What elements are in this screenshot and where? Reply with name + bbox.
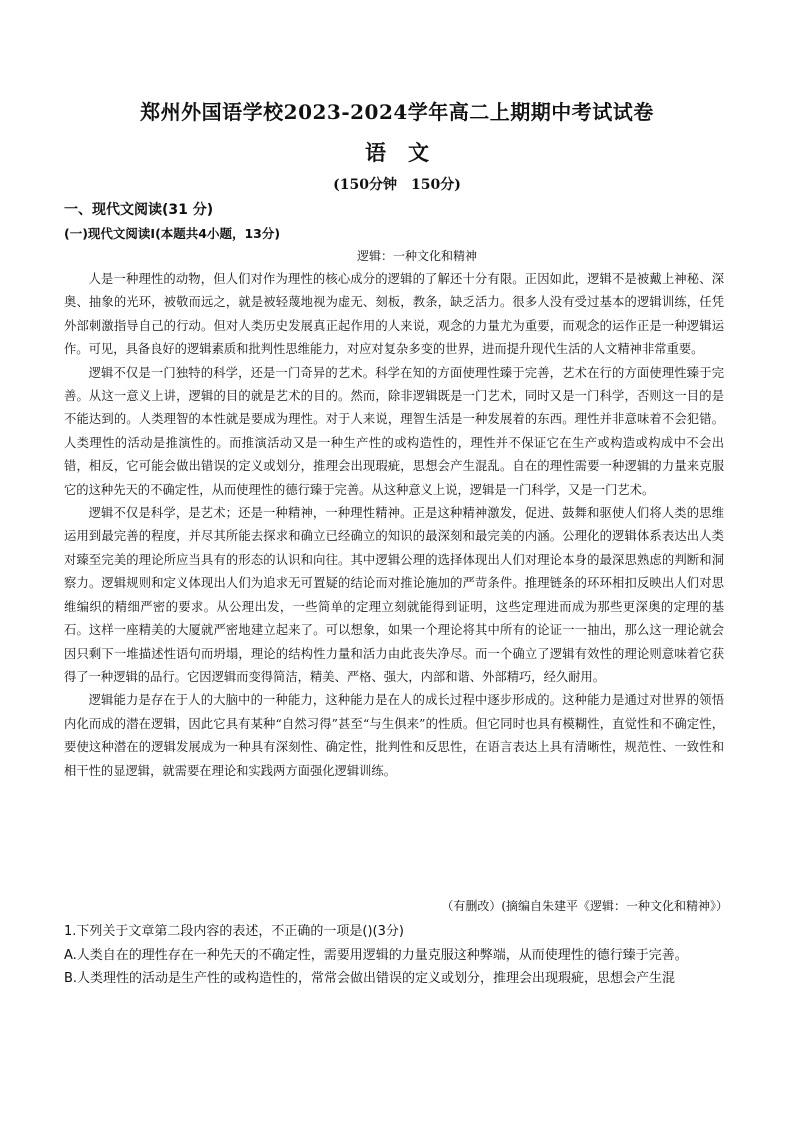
article-title: 逻辑：一种文化和精神 (356, 249, 477, 263)
exam-title: 郑州外国语学校2023-2024学年高二上期期中考试试卷 (140, 100, 654, 124)
article-source: （有删改）(摘编自朱建平《逻辑：一种文化和精神》） (441, 899, 728, 913)
question-1-option-a: A.人类自在的理性存在一种先天的不确定性，需要用逻辑的力量克服这种弊端，从而使理性的德行臻于完善。 (64, 947, 688, 963)
question-1-stem: 1.下列关于文章第二段内容的表述，不正确的一项是()(3分) (64, 924, 404, 939)
section-heading: 一、现代文阅读(31 分) (64, 202, 214, 218)
article-body (64, 268, 724, 783)
question-1 (64, 920, 726, 991)
article-paragraph-3: 逻辑不仅是科学，是艺术；还是一种精神，一种理性精神。正是这种精神激发，促进、鼓舞和驱使人们将人类的思维运用到最完善的程度，并尽其所能去探求和确立已经确立的知识的最深刻和最完美的内涵。公理化的逻辑体系表达出人类对臻至完美的理论所应当具有的形态的认识和向往。其中逻辑公理的选择体现出人们对理论本身的最深思熟虑的判断和洞察力。逻辑规则和定义体现出人们为追求无可置疑的结论而对推论施加的严苛条件。推理链条的环环相扣反映出人们对思维编织的精细严密的要求。从公理出发，一些简单的定理立刻就能得到证明，这些定理进而成为那些更深奥的定理的基石。这样一座精美的大厦就严密地建立起来了。可以想象，如果一个理论将其中所有的论证一一抽出，那么这一理论就会因只剩下一堆描述性语句而坍塌，理论的结构性力量和活力由此丧失净尽。而一个确立了逻辑有效性的理论则意味着它获得了一种逻辑的品行。它因逻辑而变得简洁，精美、严格、强大，内部和谐、外部精巧，经久耐用。 (64, 506, 724, 684)
article-paragraph-2: 逻辑不仅是一门独特的科学，还是一门奇异的艺术。科学在知的方面使理性臻于完善，艺术在行的方面使理性臻于完善。从这一意义上讲，逻辑的目的就是艺术的目的。然而，除非逻辑既是一门艺术，同时又是一门科学，否则这一目的是不能达到的。人类理智的本性就是要成为理性。对于人来说，理智生活是一种发展着的东西。理性并非意味着不会犯错。人类理性的活动是推演性的。而推演活动又是一种生产性的或构造性的，理性并不保证它在生产或构造或构成中不会出错，相反，它可能会做出错误的定义或划分，推理会出现瑕疵，思想会产生混乱。自在的理性需要一种逻辑的力量来克服它的这种先天的不确定性，从而使理性的德行臻于完善。从这种意义上说，逻辑是一门科学，又是一门艺术。 (64, 365, 724, 497)
subject-title: 语文 (365, 140, 451, 165)
time-info: (150分钟 150分) (333, 177, 461, 193)
article-paragraph-4: 逻辑能力是存在于人的大脑中的一种能力，这种能力是在人的成长过程中逐步形成的。这种能力是通过对世界的领悟内化而成的潜在逻辑，因此它具有某种“自然习得”甚至“与生俱来”的性质。但它同时也具有模糊性，直觉性和不确定性，要使这种潜在的逻辑发展成为一种具有深刻性、确定性，批判性和反思性，在语言表达上具有清晰性，规范性、一致性和相干性的显逻辑，就需要在理论和实践两方面强化逻辑训练。 (64, 693, 724, 778)
subsection-heading: (一)现代文阅读Ⅰ(本题共4小题，13分) (64, 226, 281, 241)
article-paragraph-1: 人是一种理性的动物，但人们对作为理性的核心成分的逻辑的了解还十分有限。正因如此，逻辑不是被戴上神秘、深奥、抽象的光环，被敬而远之，就是被轻蔑地视为虚无、刻板，教条，缺乏活力。很多人没有受过基本的逻辑训练，任凭外部刺激指导自己的行动。但对人类历史发展真正起作用的人来说，观念的力量尤为重要，而观念的运作正是一种逻辑运作。可见，具备良好的逻辑素质和批判性思维能力，对应对复杂多变的世界，进而提升现代生活的人文精神非常重要。 (64, 272, 724, 357)
question-1-option-b: B.人类理性的活动是生产性的或构造性的，常常会做出错误的定义或划分，推理会出现瑕疵，思想会产生混 (64, 971, 676, 986)
